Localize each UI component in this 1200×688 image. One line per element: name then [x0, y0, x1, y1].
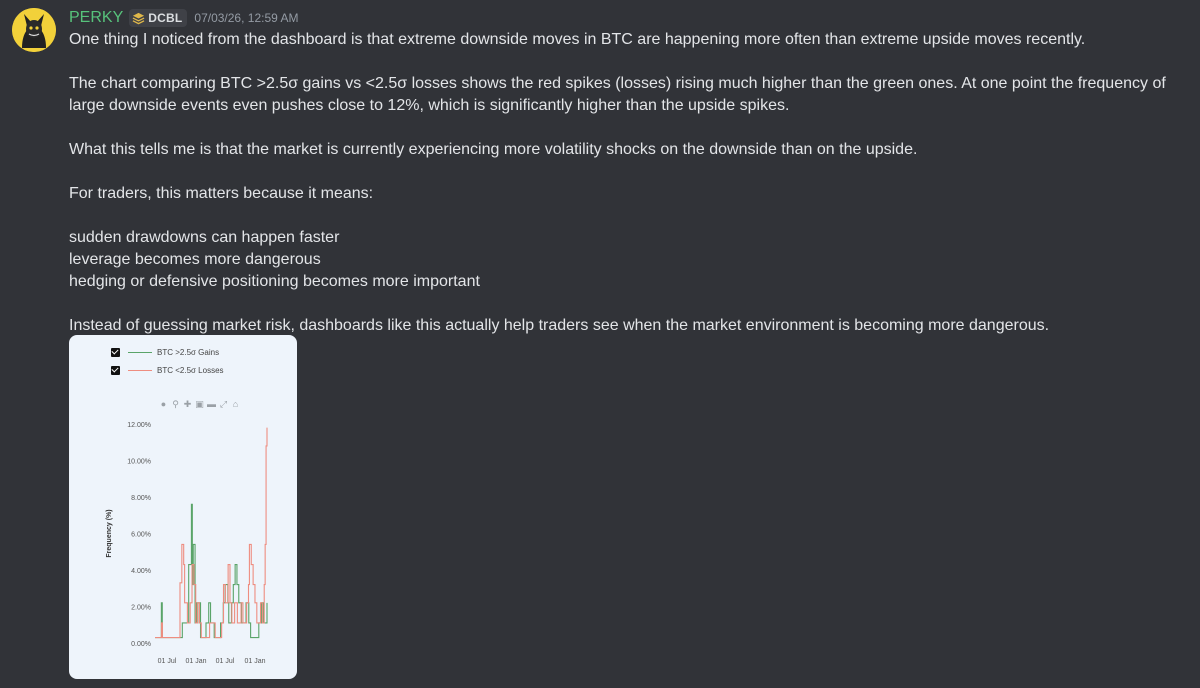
camera-icon[interactable]: ●	[160, 399, 167, 409]
server-tag-icon	[132, 12, 145, 25]
legend-checkbox-losses[interactable]	[111, 366, 120, 375]
message-timestamp[interactable]: 07/03/26, 12:59 AM	[194, 11, 299, 25]
message-header	[69, 8, 298, 28]
x-tick-label: 01 Jul	[215, 658, 235, 665]
legend-line-losses	[128, 370, 152, 371]
y-tick-label: 6.00%	[131, 531, 151, 539]
message-paragraph: One thing I noticed from the dashboard is that extreme downside moves in BTC are happening more often than extreme upside moves recently.	[69, 31, 1086, 48]
message-paragraph: Instead of guessing market risk, dashboards like this actually help traders see when the market environment is becoming more dangerous.	[69, 317, 1050, 334]
message-list-line: hedging or defensive positioning becomes more important	[69, 273, 480, 290]
series-line-gains	[155, 504, 267, 637]
message-paragraph: For traders, this matters because it means:	[69, 185, 374, 202]
chart-toolbar	[159, 400, 240, 409]
x-tick-label: 01 Jan	[185, 658, 207, 665]
y-tick-label: 8.00%	[131, 495, 151, 502]
server-tag[interactable]	[129, 9, 187, 27]
legend-item-losses[interactable]	[111, 366, 224, 375]
legend-line-gains	[128, 352, 152, 353]
message-paragraph: What this tells me is that the market is currently experiencing more volatility shocks on the downside than on the upside.	[69, 141, 918, 158]
message-list-line: leverage becomes more dangerous	[69, 251, 321, 268]
legend-label-gains: BTC >2.5σ Gains	[157, 348, 220, 357]
chart-image-attachment[interactable]	[69, 335, 297, 679]
zoom-icon[interactable]: ⚲	[172, 399, 179, 409]
message-list-line: sudden drawdowns can happen faster	[69, 229, 340, 246]
message-paragraph: The chart comparing BTC >2.5σ gains vs <2.5σ losses shows the red spikes (losses) rising much higher than the green ones. At one point the frequency of large downside events even pushes close to 12%, which is significantly higher than the upside spikes.	[69, 75, 1166, 114]
user-avatar[interactable]	[12, 8, 56, 52]
server-tag-label: DCBL	[148, 11, 183, 25]
autoscale-icon[interactable]: ⤢	[219, 399, 228, 409]
avatar-image	[12, 8, 56, 52]
legend-label-losses: BTC <2.5σ Losses	[157, 366, 224, 375]
message-content	[69, 29, 1189, 337]
y-axis-label: Frequency (%)	[106, 509, 113, 558]
y-tick-label: 2.00%	[131, 604, 151, 612]
y-tick-label: 10.00%	[127, 458, 151, 466]
home-icon[interactable]: ⌂	[232, 399, 239, 409]
zoom-out-icon[interactable]: ▬	[207, 399, 216, 409]
y-tick-label: 4.00%	[131, 568, 151, 575]
x-tick-label: 01 Jan	[244, 658, 266, 665]
legend-checkbox-gains[interactable]	[111, 348, 120, 357]
username[interactable]: PERKY	[69, 9, 124, 26]
legend-item-gains[interactable]	[111, 348, 219, 357]
zoom-in-icon[interactable]: ▣	[195, 399, 204, 409]
x-tick-label: 01 Jul	[157, 658, 177, 665]
frequency-chart	[69, 335, 297, 679]
pan-icon[interactable]: ✚	[183, 399, 192, 409]
y-tick-label: 0.00%	[131, 641, 151, 648]
y-tick-label: 12.00%	[127, 422, 151, 429]
